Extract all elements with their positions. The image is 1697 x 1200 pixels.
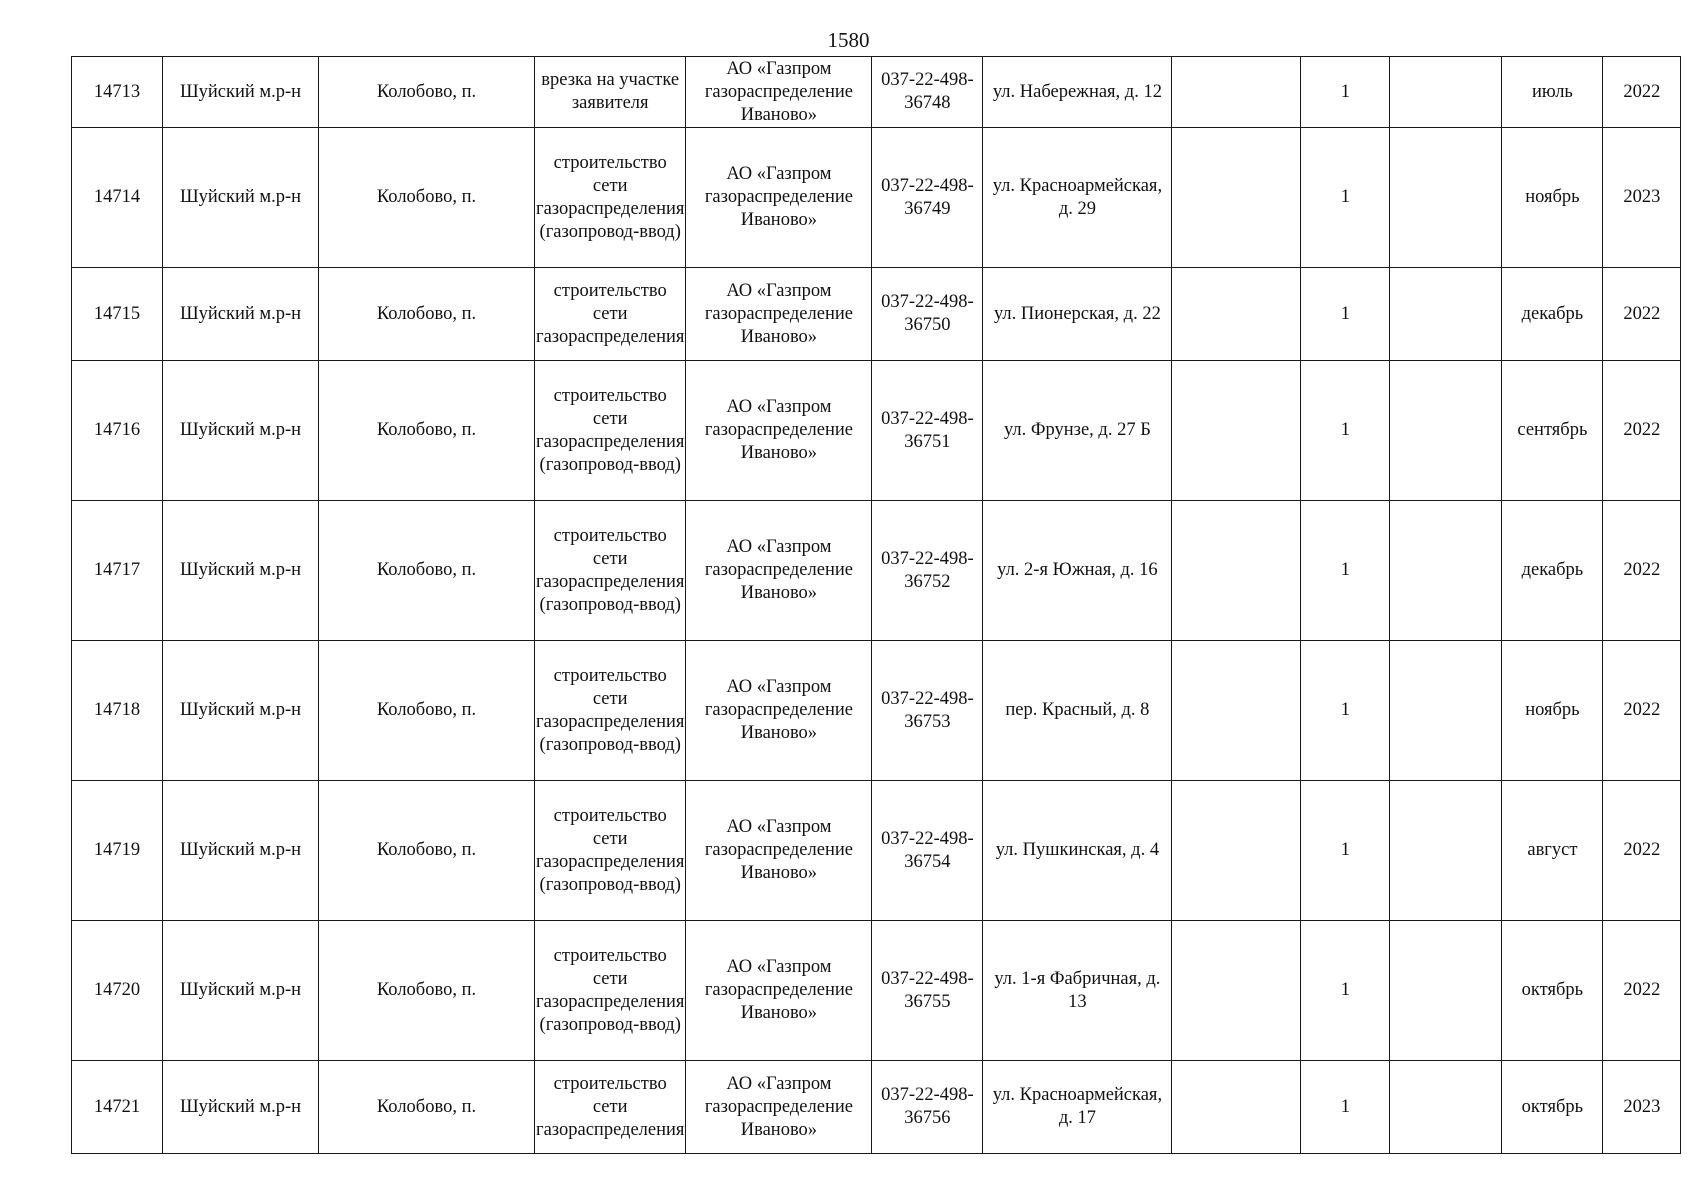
cell-month: октябрь bbox=[1502, 921, 1603, 1061]
cell-organization: АО «Газпром газораспределение Иваново» bbox=[686, 268, 872, 361]
table-row bbox=[72, 781, 1681, 921]
cell-number: 14717 bbox=[72, 501, 163, 641]
cell-number: 14716 bbox=[72, 361, 163, 501]
cell-year: 2022 bbox=[1603, 781, 1681, 921]
cell-settlement: Колобово, п. bbox=[319, 501, 535, 641]
table-row bbox=[72, 128, 1681, 268]
cell-year: 2023 bbox=[1603, 1061, 1681, 1154]
cell-address: ул. Пионерская, д. 22 bbox=[983, 268, 1172, 361]
table-row bbox=[72, 1061, 1681, 1154]
cell-code: 037-22-498-36749 bbox=[872, 128, 983, 268]
cell-number: 14720 bbox=[72, 921, 163, 1061]
cell-empty bbox=[1390, 1061, 1502, 1154]
cell-settlement: Колобово, п. bbox=[319, 1061, 535, 1154]
cell-number: 14719 bbox=[72, 781, 163, 921]
cell-year: 2022 bbox=[1603, 57, 1681, 128]
cell-empty bbox=[1172, 1061, 1301, 1154]
cell-empty bbox=[1172, 57, 1301, 128]
cell-quantity: 1 bbox=[1301, 361, 1390, 501]
cell-code: 037-22-498-36755 bbox=[872, 921, 983, 1061]
cell-code: 037-22-498-36751 bbox=[872, 361, 983, 501]
cell-settlement: Колобово, п. bbox=[319, 921, 535, 1061]
cell-empty bbox=[1172, 128, 1301, 268]
cell-empty bbox=[1172, 781, 1301, 921]
table-row bbox=[72, 921, 1681, 1061]
cell-organization: АО «Газпром газораспределение Иваново» bbox=[686, 57, 872, 128]
cell-district: Шуйский м.р-н bbox=[163, 57, 319, 128]
cell-empty bbox=[1390, 641, 1502, 781]
cell-work-type: строительство сети газораспределения (газопровод-ввод) bbox=[535, 501, 686, 641]
cell-empty bbox=[1172, 268, 1301, 361]
cell-settlement: Колобово, п. bbox=[319, 268, 535, 361]
cell-organization: АО «Газпром газораспределение Иваново» bbox=[686, 361, 872, 501]
cell-work-type: строительство сети газораспределения bbox=[535, 1061, 686, 1154]
cell-district: Шуйский м.р-н bbox=[163, 501, 319, 641]
page-number: 1580 bbox=[827, 28, 870, 52]
cell-empty bbox=[1390, 268, 1502, 361]
table-row bbox=[72, 501, 1681, 641]
cell-year: 2022 bbox=[1603, 501, 1681, 641]
table-row bbox=[72, 57, 1681, 128]
cell-code: 037-22-498-36748 bbox=[872, 57, 983, 128]
cell-code: 037-22-498-36750 bbox=[872, 268, 983, 361]
cell-address: ул. Красноармейская, д. 29 bbox=[983, 128, 1172, 268]
cell-month: декабрь bbox=[1502, 501, 1603, 641]
table-row bbox=[72, 641, 1681, 781]
cell-organization: АО «Газпром газораспределение Иваново» bbox=[686, 1061, 872, 1154]
cell-settlement: Колобово, п. bbox=[319, 641, 535, 781]
cell-organization: АО «Газпром газораспределение Иваново» bbox=[686, 501, 872, 641]
cell-settlement: Колобово, п. bbox=[319, 361, 535, 501]
cell-settlement: Колобово, п. bbox=[319, 57, 535, 128]
cell-quantity: 1 bbox=[1301, 268, 1390, 361]
cell-address: ул. 2-я Южная, д. 16 bbox=[983, 501, 1172, 641]
cell-work-type: строительство сети газораспределения (газопровод-ввод) bbox=[535, 361, 686, 501]
cell-month: ноябрь bbox=[1502, 641, 1603, 781]
cell-quantity: 1 bbox=[1301, 1061, 1390, 1154]
cell-address: ул. Набережная, д. 12 bbox=[983, 57, 1172, 128]
table-row bbox=[72, 361, 1681, 501]
cell-empty bbox=[1172, 641, 1301, 781]
cell-address: ул. Фрунзе, д. 27 Б bbox=[983, 361, 1172, 501]
cell-quantity: 1 bbox=[1301, 128, 1390, 268]
cell-empty bbox=[1172, 921, 1301, 1061]
cell-month: сентябрь bbox=[1502, 361, 1603, 501]
cell-empty bbox=[1390, 57, 1502, 128]
cell-address: ул. 1-я Фабричная, д. 13 bbox=[983, 921, 1172, 1061]
cell-work-type: строительство сети газораспределения (газопровод-ввод) bbox=[535, 921, 686, 1061]
cell-month: август bbox=[1502, 781, 1603, 921]
cell-organization: АО «Газпром газораспределение Иваново» bbox=[686, 781, 872, 921]
cell-year: 2022 bbox=[1603, 921, 1681, 1061]
cell-quantity: 1 bbox=[1301, 57, 1390, 128]
cell-address: ул. Пушкинская, д. 4 bbox=[983, 781, 1172, 921]
cell-organization: АО «Газпром газораспределение Иваново» bbox=[686, 128, 872, 268]
cell-quantity: 1 bbox=[1301, 781, 1390, 921]
cell-number: 14714 bbox=[72, 128, 163, 268]
cell-number: 14715 bbox=[72, 268, 163, 361]
cell-number: 14713 bbox=[72, 57, 163, 128]
cell-year: 2023 bbox=[1603, 128, 1681, 268]
cell-district: Шуйский м.р-н bbox=[163, 128, 319, 268]
cell-empty bbox=[1390, 361, 1502, 501]
cell-empty bbox=[1390, 921, 1502, 1061]
cell-empty bbox=[1390, 501, 1502, 641]
cell-code: 037-22-498-36752 bbox=[872, 501, 983, 641]
cell-district: Шуйский м.р-н bbox=[163, 361, 319, 501]
cell-code: 037-22-498-36753 bbox=[872, 641, 983, 781]
cell-code: 037-22-498-36756 bbox=[872, 1061, 983, 1154]
cell-district: Шуйский м.р-н bbox=[163, 641, 319, 781]
cell-empty bbox=[1390, 781, 1502, 921]
cell-year: 2022 bbox=[1603, 361, 1681, 501]
cell-empty bbox=[1390, 128, 1502, 268]
cell-code: 037-22-498-36754 bbox=[872, 781, 983, 921]
cell-work-type: строительство сети газораспределения (газопровод-ввод) bbox=[535, 128, 686, 268]
cell-year: 2022 bbox=[1603, 641, 1681, 781]
cell-empty bbox=[1172, 361, 1301, 501]
cell-work-type: врезка на участке заявителя bbox=[535, 57, 686, 128]
cell-district: Шуйский м.р-н bbox=[163, 268, 319, 361]
cell-empty bbox=[1172, 501, 1301, 641]
cell-quantity: 1 bbox=[1301, 921, 1390, 1061]
cell-settlement: Колобово, п. bbox=[319, 781, 535, 921]
cell-month: октябрь bbox=[1502, 1061, 1603, 1154]
cell-work-type: строительство сети газораспределения (газопровод-ввод) bbox=[535, 781, 686, 921]
cell-settlement: Колобово, п. bbox=[319, 128, 535, 268]
cell-month: июль bbox=[1502, 57, 1603, 128]
cell-work-type: строительство сети газораспределения bbox=[535, 268, 686, 361]
cell-work-type: строительство сети газораспределения (газопровод-ввод) bbox=[535, 641, 686, 781]
cell-address: пер. Красный, д. 8 bbox=[983, 641, 1172, 781]
cell-organization: АО «Газпром газораспределение Иваново» bbox=[686, 921, 872, 1061]
cell-district: Шуйский м.р-н bbox=[163, 1061, 319, 1154]
cell-district: Шуйский м.р-н bbox=[163, 781, 319, 921]
cell-organization: АО «Газпром газораспределение Иваново» bbox=[686, 641, 872, 781]
cell-month: ноябрь bbox=[1502, 128, 1603, 268]
cell-quantity: 1 bbox=[1301, 501, 1390, 641]
cell-number: 14721 bbox=[72, 1061, 163, 1154]
gasification-table bbox=[71, 56, 1681, 1154]
table-row bbox=[72, 268, 1681, 361]
cell-district: Шуйский м.р-н bbox=[163, 921, 319, 1061]
cell-quantity: 1 bbox=[1301, 641, 1390, 781]
cell-number: 14718 bbox=[72, 641, 163, 781]
cell-address: ул. Красноармейская, д. 17 bbox=[983, 1061, 1172, 1154]
cell-year: 2022 bbox=[1603, 268, 1681, 361]
cell-month: декабрь bbox=[1502, 268, 1603, 361]
